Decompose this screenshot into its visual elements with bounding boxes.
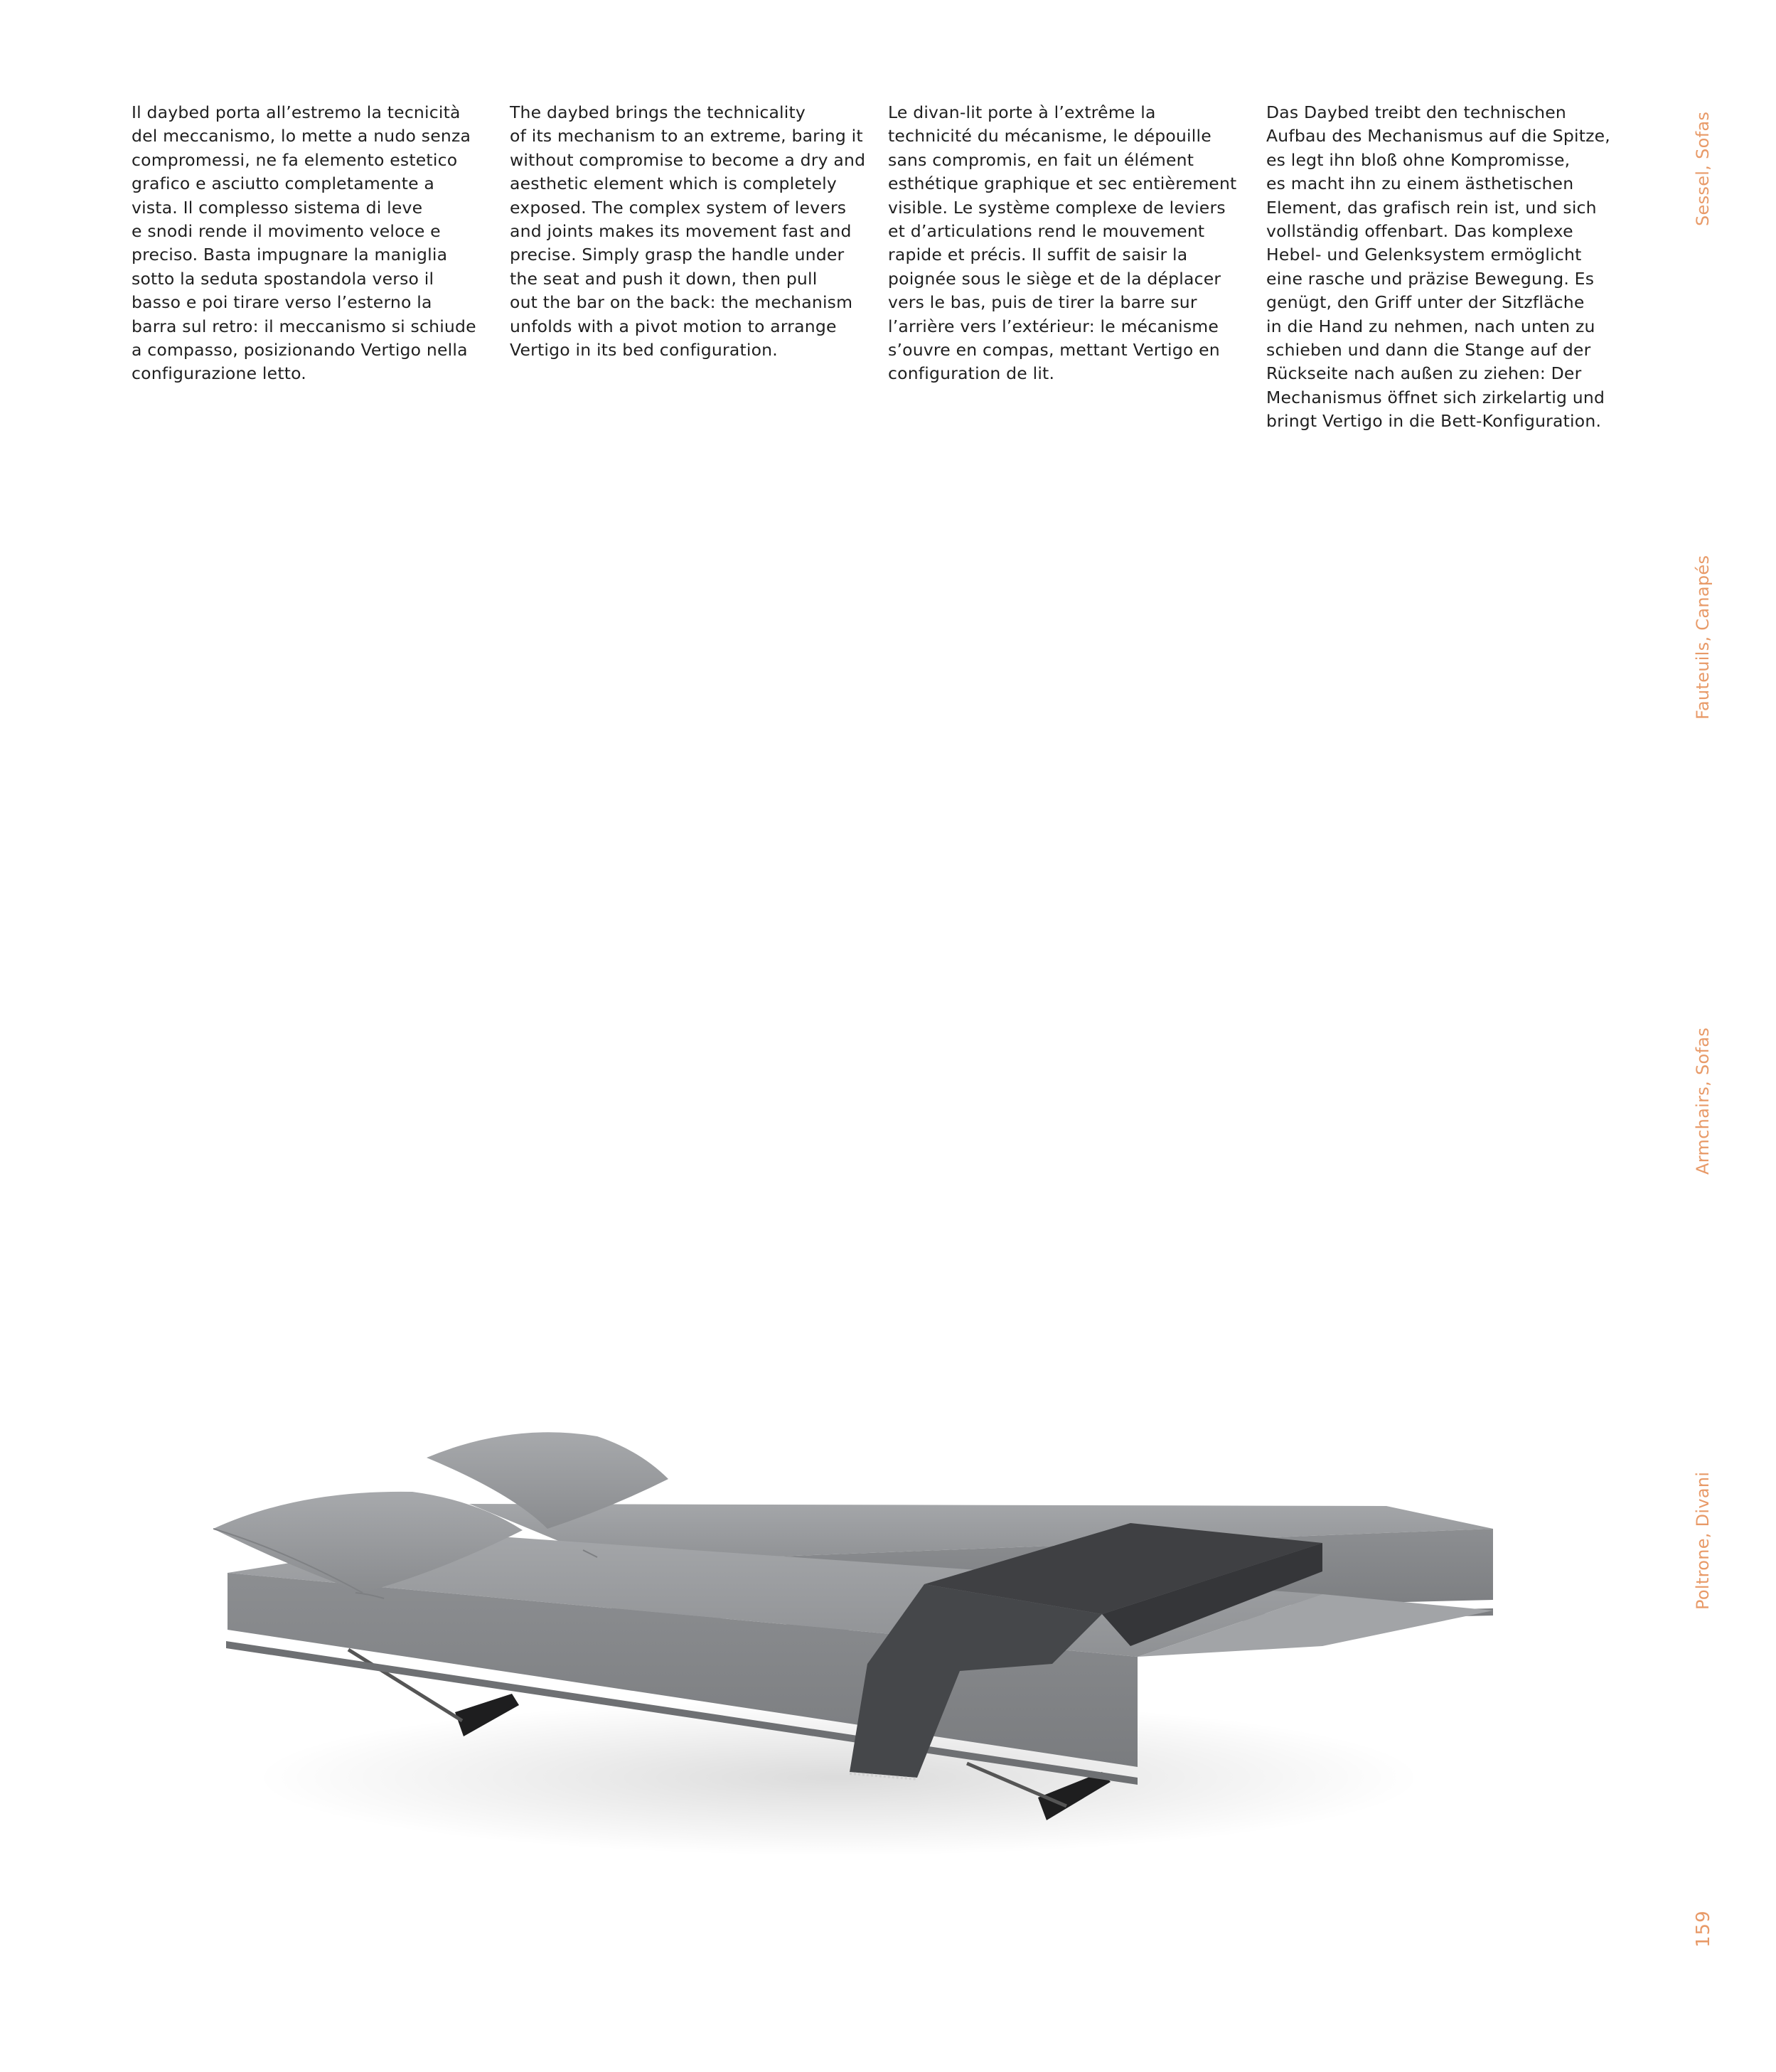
floor-shadow [256,1699,1422,1856]
page-number: 159 [1693,1910,1714,1948]
english-text: The daybed brings the technicality of its mechanism to an extreme, baring it without compromise to become a dry and aesthetic element which is completely exposed. The complex system of levers and joints makes its movement fast and precise. Simply grasp the handle under the seat and push it down, then pull out the bar on the back: the mechanism unfolds with a pivot motion to arrange Vertigo in its bed configuration. [510,102,866,361]
side-label-english: Armchairs, Sofas [1693,1027,1713,1175]
german-text: Das Daybed treibt den technischen Aufbau des Mechanismus auf die Spitze, es legt ihn bloß ohne Kompromisse, es macht ihn zu einem ästhetischen Element, das grafisch rein ist, und sich vollständig offenbart. Das komplexe Hebel- und Gelenksystem ermöglicht eine rasche und präzise Bewegung. Es genügt, den Griff unter der Sitzfläche in die Hand zu nehmen, nach unten zu schieben und dann die Stange auf der Rückseite nach außen zu ziehen: Der Mechanismus öffnet sich zirkelartig und bringt Vertigo in die Bett-Konfiguration. [1266,102,1610,432]
side-label-german: Sessel, Sofas [1693,111,1713,226]
daybed-photo [213,1408,1600,1891]
french-text: Le divan-lit porte à l’extrême la technicité du mécanisme, le dépouille sans compromis, en fait un élément esthétique graphique et sec entièrement visible. Le système complexe de leviers et d’articulations rend le mouvement rapide et précis. Il suffit de saisir la poignée sous le siège et de la déplacer vers le bas, puis de tirer la barre sur l’arrière vers l’extérieur: le mécanisme s’ouvre en compas, mettant Vertigo en configuration de lit. [888,102,1237,384]
side-label-french: Fauteuils, Canapés [1693,555,1713,720]
side-label-italian: Poltrone, Divani [1693,1471,1713,1610]
italian-text: Il daybed porta all’estremo la tecnicità del meccanismo, lo mette a nudo senza compromessi, ne fa elemento estetico grafico e asciutto completamente a vista. Il complesso sistema di leve e snodi rende il movimento veloce e preciso. Basta impugnare la maniglia sotto la seduta spostandola verso il basso e poi tirare verso l’esterno la barra sul retro: il meccanismo si schiude a compasso, posizionando Vertigo nella configurazione letto. [132,102,476,384]
